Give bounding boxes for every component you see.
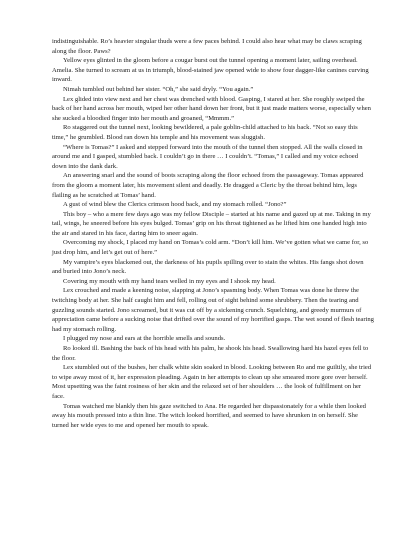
paragraph: Yellow eyes glinted in the gloom before a cougar burst out the tunnel opening a moment later, sailing overhead. Amelia. She turned to scream at us in triumph, blood-stained jaw opened wide to show four dagger-like canines curving inward. — [52, 57, 369, 84]
paragraph: Lex stumbled out of the bushes, her chalk white skin soaked in blood. Looking between Ro and me guiltily, she tried to wipe away most of it, her expression pleading. Again in her attempts to clean up she smeared more gore over herself. Most upsetting was the faint rosiness of her skin and the relaxed set of her shoulders … the look of fulfillment on her face. — [52, 364, 372, 400]
paragraph: Covering my mouth with my hand tears welled in my eyes and I shook my head. — [63, 277, 276, 285]
paragraph: I plugged my nose and ears at the horrible smells and sounds. — [63, 335, 226, 343]
paragraph: Lex crouched and made a keening noise, slapping at Jono’s spasming body. When Tomas was done he threw the twitching body at her. She half caught him and fell, rolling out of sight behind some shrubbery. Then the tearing and guzzling sounds started. Jono screamed, but it was cut off by a sickening crunch. Squelching, and greedy murmurs of appreciation came before a sucking noise that drifted over the sound of my horrified gasps. The wet sound of flesh tearing had my stomach rolling. — [52, 287, 374, 333]
book-page — [52, 37, 374, 430]
paragraph: Ro staggered out the tunnel next, looking bewildered, a pale goblin-child attached to his back. “Not so easy this time,” he grumbled. Blood ran down his temple and his movement was sluggish. — [52, 124, 358, 141]
paragraph: Nimah tumbled out behind her sister. “Oh,” she said dryly. “You again.” — [63, 85, 254, 93]
paragraph: A gust of wind blew the Clerics crimson hood back, and my stomach rolled. “Jono?” — [63, 201, 287, 209]
paragraph: indistinguishable. Ro’s heavier singular thuds were a few paces behind. I could also hear what may be claws scraping along the floor. Paws? — [52, 38, 362, 55]
paragraph: This boy – who a mere few days ago was my fellow Disciple – started at his name and gazed up at me. Taking in my tail, wings, he sneered before his eyes bulged. Tomas’ grip on his throat tightened as he lifted him one handed high into the air and stared in his face, daring him to sneer again. — [52, 210, 371, 237]
paragraph: Overcoming my shock, I placed my hand on Tomas’s cold arm. “Don’t kill him. We’ve gotten what we came for, so just drop him, and let’s get out of here.” — [52, 239, 369, 257]
paragraph: Tomas watched me blankly then his gaze switched to Ana. He regarded her dispassionately for a while then looked away his mouth pressed into a thin line. The witch looked horrified, and seemed to have shrunken in on herself. She turned her wide eyes to me and opened her mouth to speak. — [52, 402, 366, 429]
paragraph: An answering snarl and the sound of boots scraping along the floor echoed from the passageway. Tomas appeared from the gloom a moment later, his movement silent and deadly. He dragged a Cleric by the throat behind him, legs flailing as he scratched at Tomas’ hand. — [52, 172, 364, 199]
paragraph: “Where is Tomas?” I asked and stepped forward into the mouth of the tunnel then stopped. All the walls closed in around me and I gasped, stumbled back. I couldn’t go in there … I couldn’t. “Tomas,” I called and my voice echoed down into the dank dark. — [52, 143, 363, 170]
paragraph: My vampire’s eyes blackened out, the darkness of his pupils spilling over to stain the whites. His fangs shot down and buried into Jono’s neck. — [52, 258, 364, 276]
paragraph: Ro looked ill. Bashing the back of his head with his palm, he shook his head. Swallowing hard his hazel eyes fell to the floor. — [52, 345, 369, 362]
paragraph: Lex glided into view next and her chest was drenched with blood. Gasping, I stared at her. She roughly swiped the back of her hand across her mouth, wiped her other hand down her front, but it just made matters worse, especially when she sucked a bloodied finger into her mouth and groaned, “Mmmm.” — [52, 95, 371, 122]
